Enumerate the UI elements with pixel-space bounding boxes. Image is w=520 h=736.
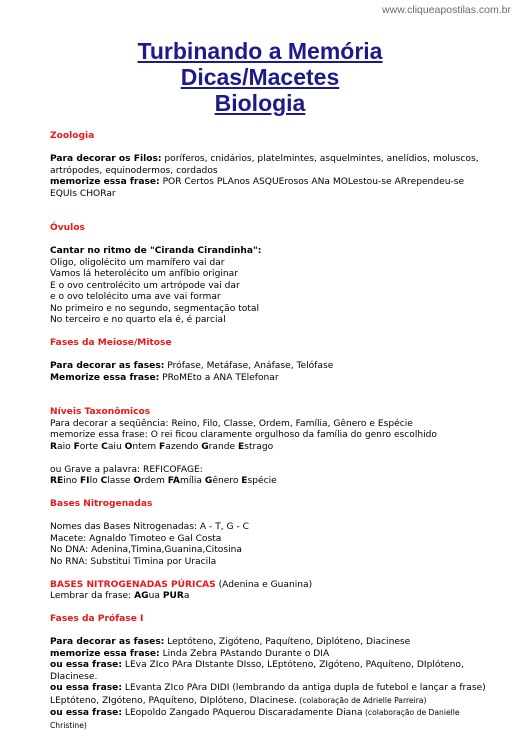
filos-text: poríferos, cnidários, platelmintes, asquelmintes, anelídios, moluscos, artrópodes, equinodermos, cordados xyxy=(50,154,479,176)
document-body xyxy=(50,131,490,732)
mnemonic-letter: C xyxy=(101,441,108,452)
ou-text: LEva ZIco PAra DIstante DIsso, LEptóteno, ZIgóteno, PAquíteno, DIplóteno, DIacinese. xyxy=(50,660,464,682)
ovulos-line: E o ovo centrolécito um artrópode vai dar xyxy=(50,280,240,291)
mnemonic-letter: E xyxy=(241,476,248,486)
zoologia-heading: Zoologia xyxy=(50,131,95,141)
meiose-fases xyxy=(50,361,490,373)
profase-fases-label: Para decorar as fases: xyxy=(50,637,165,647)
puricas-heading: BASES NITROGENADAS PÚRICAS xyxy=(50,579,216,590)
niveis-line-1: Para decorar a seqüência: Reino, Filo, Classe, Ordem, Família, Gênero e Espécie xyxy=(50,418,413,429)
mnemonic-letter: E xyxy=(238,441,245,452)
meiose-fases-text: Prófase, Metáfase, Anáfase, Telófase xyxy=(164,361,334,371)
mnemonic-rest: aiu xyxy=(107,441,125,452)
profase-heading: Fases da Prófase I xyxy=(50,614,144,624)
mnemonic-letter: FI xyxy=(79,476,90,486)
profase-ou-2 xyxy=(50,683,490,707)
meiose-heading: Fases da Meiose/Mitose xyxy=(50,338,172,348)
credit: (colaboração de Danielle Christine) xyxy=(50,708,460,730)
zoologia-frase-text: POR Certos PLAnos ASQUErosos ANa MOLestou-se ARrependeu-se EQUIs CHORar xyxy=(50,177,465,199)
bases-line: No RNA: Substitui Timina por Uracila xyxy=(50,556,217,567)
profase-fases-text: Leptóteno, Zigóteno, Paquíteno, Diplóteno, Diacinese xyxy=(164,637,411,647)
mnemonic-letter: F xyxy=(73,441,80,452)
mnemonic-letter: G xyxy=(204,476,213,486)
zoologia-frase-label: memorize essa frase: xyxy=(50,177,160,187)
ou-label: ou essa frase: xyxy=(50,708,122,718)
mnemonic-letter: RE xyxy=(50,476,64,486)
mnemonic-letter: O xyxy=(124,441,133,452)
mnemonic-rest: ênero xyxy=(212,476,242,486)
ou-label: ou essa frase: xyxy=(50,660,122,670)
niveis-line-3: ou Grave a palavra: REFICOFAGE: xyxy=(50,464,203,475)
title-line-3: Biologia xyxy=(214,90,306,116)
ovulos-line: No primeiro e no segundo, segmentação total xyxy=(50,303,260,314)
mnemonic-rest: ino xyxy=(63,476,80,486)
ovulos-line: Vamos lá heterolécito um anfíbio originar xyxy=(50,269,238,279)
niveis-mnemonic-2 xyxy=(50,476,490,488)
bases-heading: Bases Nitrogenadas xyxy=(50,499,153,509)
puricas-lembrar xyxy=(50,591,490,603)
mnemonic-rest: ntem xyxy=(132,441,160,452)
mnemonic-rest: spécie xyxy=(247,476,277,486)
mnemonic-letter: O xyxy=(133,476,142,486)
niveis-mnemonic-1 xyxy=(50,442,490,454)
mnemonic-letter: C xyxy=(100,476,108,486)
meiose-frase-label: Memorize essa frase: xyxy=(50,372,160,383)
profase-frase-text: Linda Zebra PAstando Durante o DIA xyxy=(159,648,330,659)
mnemonic-rest: a xyxy=(183,591,190,601)
mnemonic-rest: rande xyxy=(208,441,238,452)
mnemonic-letter: R xyxy=(50,441,58,452)
mnemonic-letter: F xyxy=(159,441,166,452)
profase-ou-1 xyxy=(50,660,490,683)
ou-label: ou essa frase: xyxy=(50,683,122,693)
zoologia-frase xyxy=(50,177,490,200)
title-line-1: Turbinando a Memória xyxy=(137,38,383,64)
mnemonic-rest: azendo xyxy=(165,441,202,452)
ovulos-line: e o ovo telolécito uma ave vai formar xyxy=(50,292,221,302)
mnemonic-rest: aio xyxy=(57,441,74,452)
ovulos-line: No terceiro e no quarto ela é, é parcial xyxy=(50,315,226,325)
mnemonic-rest: rdem xyxy=(141,476,168,486)
zoologia-filos xyxy=(50,154,490,177)
mnemonic-letter: AG xyxy=(134,591,149,601)
profase-frase-label: memorize essa frase: xyxy=(50,648,160,659)
title-line-2: Dicas/Macetes xyxy=(180,64,340,90)
mnemonic-rest: lo xyxy=(89,476,101,486)
ovulos-cantar: Cantar no ritmo de "Ciranda Cirandinha": xyxy=(50,246,262,256)
mnemonic-rest: ua xyxy=(148,591,163,601)
bases-line: No DNA: Adenina,Timina,Guanina,Citosina xyxy=(50,545,242,555)
niveis-heading: Níveis Taxonômicos xyxy=(50,407,151,417)
puricas-heading-suffix: (Adenina e Guanina) xyxy=(215,579,313,590)
mnemonic-rest: lasse xyxy=(107,476,134,486)
ovulos-line: Oligo, oligolécito um mamífero vai dar xyxy=(50,257,225,268)
profase-fases xyxy=(50,637,490,649)
meiose-frase-text: PRoMEto a ANA TElefonar xyxy=(159,372,279,383)
mnemonic-letter: FA xyxy=(167,476,180,486)
watermark: www.cliqueapostilas.com.br xyxy=(382,4,511,16)
bases-line: Macete: Agnaldo Timoteo e Gal Costa xyxy=(50,533,222,544)
niveis-line-2: memorize essa frase: O rei ficou claramente orgulhoso da família do genro escolhido xyxy=(50,430,437,440)
mnemonic-rest: strago xyxy=(244,441,274,452)
puricas-heading-line xyxy=(50,580,490,592)
mnemonic-letter: PUR xyxy=(162,591,184,601)
mnemonic-rest: mília xyxy=(179,476,205,486)
ou-text: LEopoldo Zangado PAquerou Discaradamente Diana xyxy=(121,708,363,718)
credit: (colaboração de Adrielle Parreira) xyxy=(296,695,427,705)
ou-text: LEvanta ZIco PAra DIDI (lembrando da antiga dupla de futebol e lançar a frase) LEptóteno, ZIgóteno, PAquíteno, DIplóteno, DIacinese. xyxy=(50,683,486,706)
profase-frase xyxy=(50,649,490,661)
profase-ou-3 xyxy=(50,707,490,732)
meiose-frase xyxy=(50,373,490,385)
mnemonic-rest: orte xyxy=(79,441,102,452)
filos-label: Para decorar os Filos: xyxy=(50,154,162,164)
lembrar-label: Lembrar da frase: xyxy=(50,591,135,601)
mnemonic-letter: G xyxy=(201,441,209,452)
ovulos-heading: Óvulos xyxy=(50,223,85,233)
meiose-fases-label: Para decorar as fases: xyxy=(50,361,165,371)
bases-line: Nomes das Bases Nitrogenadas: A - T, G - C xyxy=(50,522,250,532)
page-title xyxy=(0,38,520,116)
